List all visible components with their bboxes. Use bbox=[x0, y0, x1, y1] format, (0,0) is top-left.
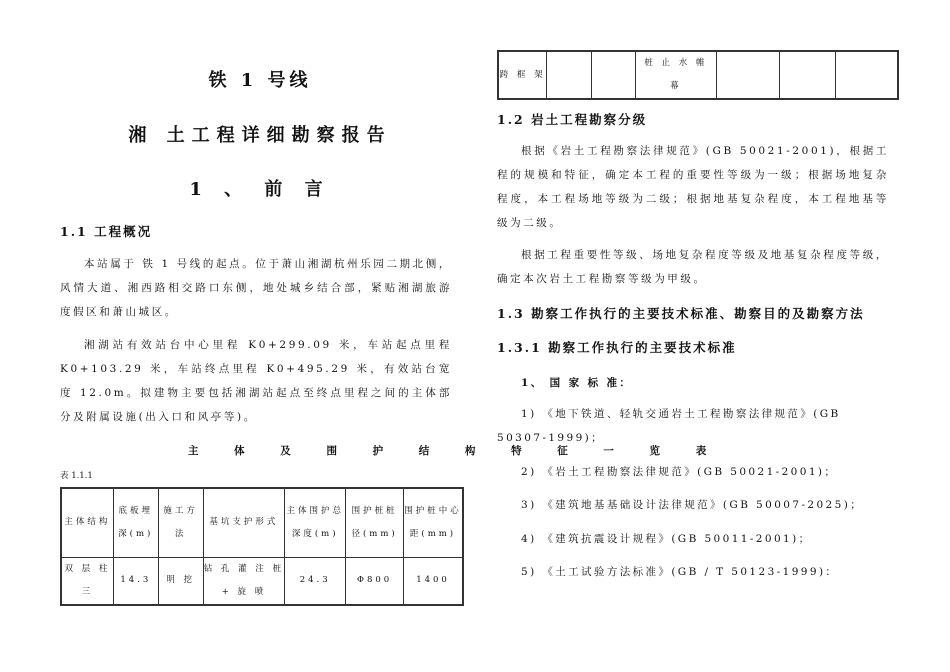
classification-paragraph-2: 根据工程重要性等级、场地复杂程度等级及地基复杂程度等级，确定本次岩土工程勘察等级为甲级。 bbox=[497, 249, 889, 285]
table-cell bbox=[779, 51, 835, 99]
overview-paragraph-2: 湘湖站有效站台中心里程 K0+299.09 米，车站起点里程 K0+103.29 米，车站终点里程 K0+495.29 米，有效站台宽度 12.0m。拟建物主要包括湘湖站起点至终点里程之间的主体部分及附属设施(出入口和风亭等)。 bbox=[60, 339, 452, 423]
overview-paragraph-1: 本站属于 铁 1 号线的起点。位于萧山湘湖杭州乐园二期北侧，风情大道、湘西路相交路口东侧，地处城乡结合部，紧贴湘湖旅游度假区和萧山城区。 bbox=[60, 258, 452, 318]
table-row bbox=[498, 51, 898, 99]
table-cell: 明 挖 bbox=[158, 557, 203, 605]
table-cell bbox=[835, 51, 898, 99]
section-1-1-heading: 1.1 工程概况 bbox=[60, 224, 153, 239]
table-continuation bbox=[497, 50, 899, 100]
table-header-cell: 底板埋深(m) bbox=[113, 488, 158, 557]
table-header-cell: 施工方法 bbox=[158, 488, 203, 557]
standard-item-2: 2) 《岩土工程勘察法律规范》(GB 50021-2001)； bbox=[521, 466, 838, 478]
table-cell: 24.3 bbox=[285, 557, 346, 605]
classification-paragraph-1: 根据《岩土工程勘察法律规范》(GB 50021-2001)，根据工程的规模和特征，确定本工程的重要性等级为一级；根据场地复杂程度，本工程场地等级为二级；根据地基复杂程度，本工程地基等级为二级。 bbox=[497, 145, 889, 229]
table-cell bbox=[716, 51, 779, 99]
table-header-cell: 主体围护总深度(m) bbox=[285, 488, 346, 557]
standard-item-1-cont: 50307-1999)； bbox=[497, 432, 605, 444]
table-cell: 双 层 柱 三 bbox=[61, 557, 113, 605]
report-title: 湘 土工程详细勘察报告 bbox=[128, 125, 392, 146]
standard-item-1: 1) 《地下铁道、轻轨交通岩土工程勘察法律规范》(GB bbox=[521, 408, 841, 420]
table-header-row bbox=[61, 488, 463, 557]
table-caption: 主 体 及 围 护 结 构 特 征 一 览 表 bbox=[188, 445, 723, 457]
table-cell: 跨 框 架 bbox=[498, 51, 547, 99]
table-header-cell: 主体结构 bbox=[61, 488, 113, 557]
structure-table bbox=[60, 487, 464, 606]
table-header-cell: 围护桩桩径(mm) bbox=[346, 488, 404, 557]
table-cell: 14.3 bbox=[113, 557, 158, 605]
section-1-3-1-heading: 1.3.1 勘察工作执行的主要技术标准 bbox=[497, 340, 737, 355]
table-row bbox=[61, 557, 463, 605]
table-cell: Φ800 bbox=[346, 557, 404, 605]
section-1-3-heading: 1.3 勘察工作执行的主要技术标准、勘察目的及勘察方法 bbox=[497, 306, 865, 321]
table-cell bbox=[547, 51, 591, 99]
title-line-1: 铁 1 号线 bbox=[208, 70, 312, 91]
table-label: 表 1.1.1 bbox=[60, 471, 93, 481]
standard-item-4: 4) 《建筑抗震设计规程》(GB 50011-2001)； bbox=[521, 533, 812, 545]
table-cell bbox=[591, 51, 635, 99]
table-cell: 1400 bbox=[404, 557, 463, 605]
right-page bbox=[497, 0, 899, 672]
national-standards-heading: 1、 国 家 标 准： bbox=[521, 377, 633, 389]
chapter-title: 1 、 前 言 bbox=[189, 179, 331, 200]
standard-item-3: 3) 《建筑地基基础设计法律规范》(GB 50007-2025)； bbox=[521, 499, 864, 511]
table-cell: 桩 止 水 帷 幕 bbox=[635, 51, 716, 99]
table-cell: 钻 孔 灌 注 桩 + 旋 喷 bbox=[203, 557, 285, 605]
section-1-2-heading: 1.2 岩土工程勘察分级 bbox=[497, 112, 648, 127]
table-header-cell: 围护桩中心距(mm) bbox=[404, 488, 463, 557]
table-header-cell: 基坑支护形式 bbox=[203, 488, 285, 557]
standard-item-5: 5) 《土工试验方法标准》(GB / T 50123-1999)： bbox=[521, 566, 839, 578]
